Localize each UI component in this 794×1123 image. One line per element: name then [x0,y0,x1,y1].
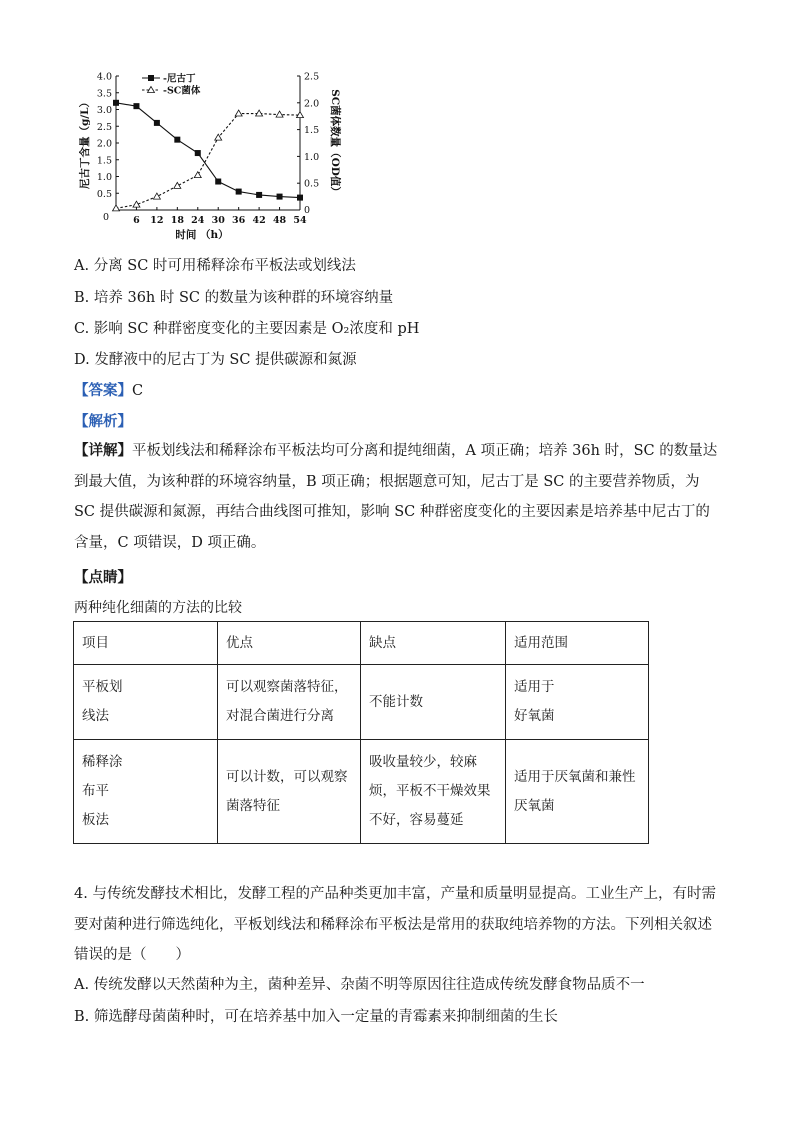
header-cell: 缺点 [361,622,506,665]
answer-label: 【答案】 [74,382,132,399]
series-line-0 [116,103,300,198]
y-left-tick-label: 2.5 [96,121,112,133]
analysis-heading [74,410,132,431]
x-tick-label: 12 [150,215,164,226]
y-left-tick-label: 3.5 [96,88,112,100]
option-d: D. 发酵液中的尼古丁为 SC 提供碳源和氮源 [74,352,357,368]
cell-line: 适用于 [514,679,555,695]
x-tick-label: 24 [191,215,205,226]
header-cell: 适用范围 [506,622,649,665]
cell-line: 不能计数 [369,693,423,710]
nicotine-point [256,192,262,198]
detail-text: 平板划线法和稀释涂布平板法均可分离和提纯细菌，A 项正确；培养 36h 时，SC 的数量达到最大值，为该种群的环境容纳量，B 项正确；根据题意可知，尼古丁是 SC 的主要营养物质，为 SC 提供碳源和氮源，再结合曲线图可推知，影响 SC 种群密度变化的主要因素是培养基中尼古丁的含量，C 项错误，D 项正确。 [74,443,718,551]
x-tick-label: 30 [211,215,225,226]
x-tick-label: 48 [272,215,287,226]
q4-option-a: A. 传统发酵以天然菌种为主，菌种差异、杂菌不明等原因往往造成传统发酵食物品质不一 [74,977,645,993]
x-tick-label: 36 [232,215,246,226]
cell-line: 布平 [82,783,109,799]
x-tick-label: 6 [133,215,140,226]
nicotine-point [195,150,201,156]
table-row [74,740,649,844]
cell-line: 厌氧菌 [514,797,555,814]
nicotine-point [154,120,160,126]
table-cell [361,665,506,740]
question-4: 4. 与传统发酵技术相比，发酵工程的产品种类更加丰富，产量和质量明显提高。工业生产上，有时需要对菌种进行筛选纯化，平板划线法和稀释涂布平板法是常用的获取纯培养物的方法。下列相关叙述错误的是（ ） [74,886,716,963]
cell-line: 可以计数，可以观察 [226,768,348,785]
option-b: B. 培养 36h 时 SC 的数量为该种群的环境容纳量 [74,290,394,306]
cell-line: 好氧菌 [514,708,555,724]
y-right-origin-label: 0 [304,205,311,216]
table-cell [361,740,506,844]
cell-line: 对混合菌进行分离 [226,708,334,724]
y-left-axis-label: 尼古丁含量（g/L） [79,96,91,190]
cell-line: 稀释涂 [82,754,123,770]
table-row [74,665,649,740]
table-header-row [74,622,649,665]
table-cell [74,740,218,844]
answer [74,379,143,400]
sc-point [276,111,283,117]
nicotine-point [174,137,180,143]
table-title: 两种纯化细菌的方法的比较 [74,600,242,616]
legend-label-sc: -SC菌体 [163,85,201,97]
legend-marker-nicotine [148,75,154,81]
table-cell [218,740,361,844]
q4-option-b: B. 筛选酵母菌菌种时，可在培养基中加入一定量的青霉素来抑制细菌的生长 [74,1009,558,1025]
series-line-1 [116,114,300,209]
option-a: A. 分离 SC 时可用稀释涂布平板法或划线法 [74,258,356,274]
nicotine-point [215,179,221,185]
key-label: 【点睛】 [74,569,132,586]
x-tick-label: 54 [293,215,307,226]
y-right-tick-label: 1.5 [304,125,320,137]
detail-paragraph [74,436,722,558]
sc-point [194,172,201,178]
y-right-tick-label: 2.0 [304,98,320,110]
option-c: C. 影响 SC 种群密度变化的主要因素是 O₂浓度和 pH [74,321,420,337]
nicotine-point [277,194,283,200]
sc-point [174,182,181,188]
answer-value: C [132,383,144,399]
sc-point [113,205,120,211]
cell-line: 板法 [82,812,109,828]
table-cell [218,665,361,740]
y-left-tick-label: 3.0 [96,105,112,116]
sc-point [235,110,242,116]
nicotine-sc-chart [70,64,350,246]
y-right-tick-label: 1.0 [304,151,320,163]
y-left-tick-label: 1.5 [96,155,112,167]
detail-label: 【详解】 [74,442,132,459]
cell-line: 吸收量较少，较麻 [369,754,477,770]
nicotine-point [236,189,242,195]
table-cell [506,740,649,844]
cell-line: 平板划 [82,679,123,695]
table-cell [74,665,218,740]
comparison-table [73,621,649,844]
y-left-tick-label: 4.0 [96,71,112,83]
analysis-label: 【解析】 [74,413,132,430]
cell-line: 可以观察菌落特征， [226,679,348,695]
nicotine-point [113,100,119,106]
cell-line: 菌落特征 [226,797,280,814]
key-heading [74,566,132,587]
y-right-axis-label: SC菌体数量（OD值） [329,89,341,197]
y-right-tick-label: 2.5 [304,71,320,83]
y-left-tick-label: 1.0 [96,172,112,183]
x-origin-label: 0 [102,212,110,223]
sc-point [153,193,160,199]
x-axis-label: 时间 （h） [175,229,229,241]
cell-line: 线法 [82,708,109,724]
header-cell: 优点 [218,622,361,665]
header-cell: 项目 [74,622,218,665]
y-right-tick-label: 0.5 [304,178,320,190]
table-cell [506,665,649,740]
cell-line: 烦，平板不干燥效果 [369,783,491,799]
nicotine-point [133,103,139,109]
x-tick-label: 42 [252,215,266,226]
cell-line: 适用于厌氧菌和兼性 [514,768,636,785]
y-left-tick-label: 0.5 [96,188,112,200]
legend-label-nicotine: -尼古丁 [163,73,196,85]
x-tick-label: 18 [170,215,184,226]
y-left-tick-label: 2.0 [96,138,112,150]
cell-line: 不好，容易蔓延 [369,812,464,828]
nicotine-point [297,195,303,201]
